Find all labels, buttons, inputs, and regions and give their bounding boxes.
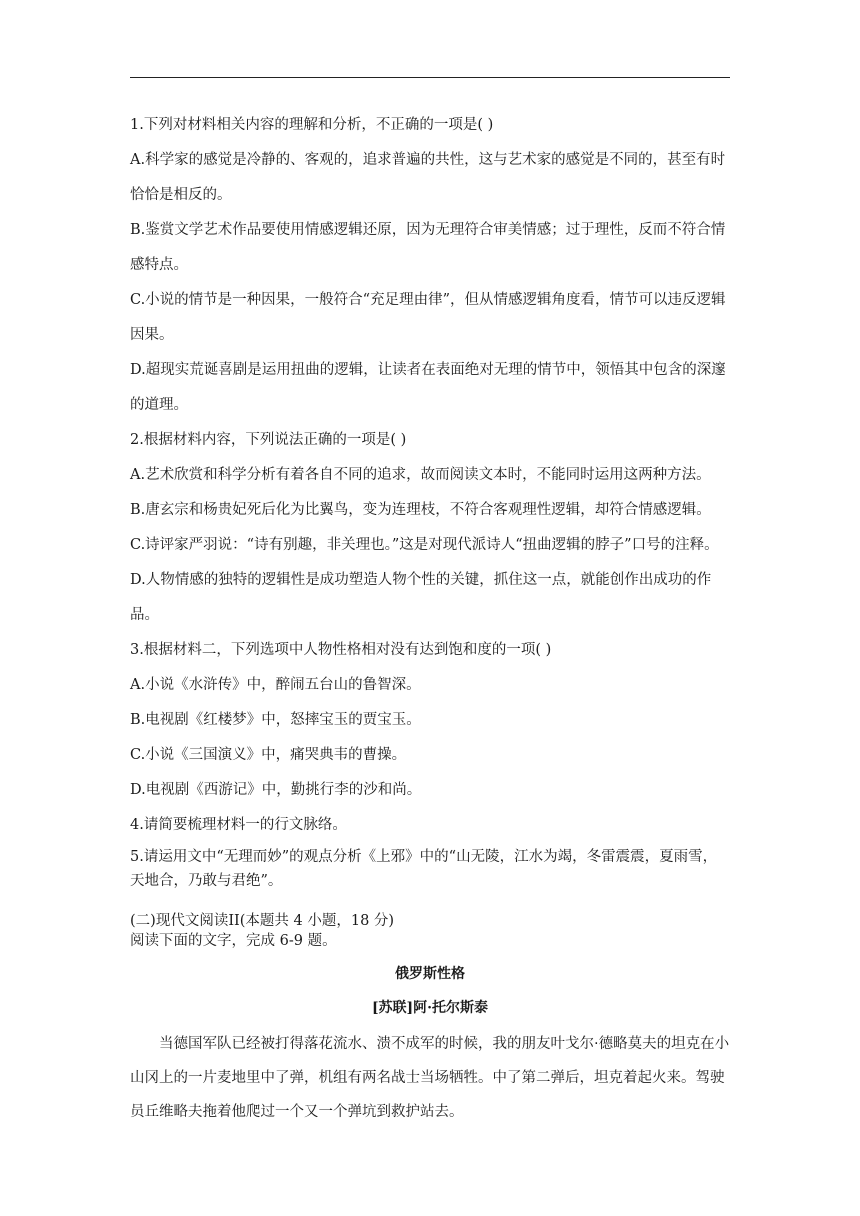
- question-3-option-b: B.电视剧《红楼梦》中，怒摔宝玉的贾宝玉。: [130, 712, 421, 728]
- question-1-option-d: D.超现实荒诞喜剧是运用扭曲的逻辑，让读者在表面绝对无理的情节中，领悟其中包含的深邃的道理。: [130, 362, 726, 413]
- question-2-stem: 2.根据材料内容，下列说法正确的一项是( ): [130, 432, 407, 448]
- document-page: [130, 108, 730, 1129]
- question-2-option-d: D.人物情感的独特的逻辑性是成功塑造人物个性的关键，抓住这一点，就能创作出成功的作品。: [130, 572, 712, 623]
- question-2-option-b: B.唐玄宗和杨贵妃死后化为比翼鸟，变为连理枝，不符合客观理性逻辑，却符合情感逻辑。: [130, 502, 711, 518]
- question-1-option-a: A.科学家的感觉是冷静的、客观的，追求普遍的共性，这与艺术家的感觉是不同的，甚至有时恰恰是相反的。: [130, 152, 726, 203]
- question-1-stem: 1.下列对材料相关内容的理解和分析，不正确的一项是( ): [130, 117, 494, 133]
- section-heading: (二)现代文阅读II(本题共 4 小题，18 分): [130, 913, 395, 929]
- question-3-option-a: A.小说《水浒传》中，醉闹五台山的鲁智深。: [130, 677, 421, 693]
- question-2-option-a: A.艺术欣赏和科学分析有着各自不同的追求，故而阅读文本时，不能同时运用这两种方法。: [130, 467, 711, 483]
- question-1-option-c: C.小说的情节是一种因果，一般符合“充足理由律”，但从情感逻辑角度看，情节可以违反逻辑因果。: [130, 292, 726, 343]
- question-3-option-c: C.小说《三国演义》中，痛哭典韦的曹操。: [130, 747, 407, 763]
- header-rule: [130, 77, 730, 78]
- question-3-stem: 3.根据材料二，下列选项中人物性格相对没有达到饱和度的一项( ): [130, 642, 552, 658]
- question-1-option-b: B.鉴赏文学艺术作品要使用情感逻辑还原，因为无理符合审美情感；过于理性，反而不符合情感特点。: [130, 222, 726, 273]
- question-5: 5.请运用文中“无理而妙”的观点分析《上邪》中的“山无陵，江水为竭，冬雷震震，夏雨雪，天地合，乃敢与君绝”。: [130, 849, 718, 889]
- question-3-option-d: D.电视剧《西游记》中，勤挑行李的沙和尚。: [130, 782, 422, 798]
- question-4: 4.请简要梳理材料一的行文脉络。: [130, 817, 347, 833]
- section-instruction: 阅读下面的文字，完成 6-9 题。: [130, 933, 337, 949]
- question-2-option-c: C.诗评家严羽说：“诗有别趣，非关理也。”这是对现代派诗人“扭曲逻辑的脖子”口号的注释。: [130, 537, 719, 553]
- article-paragraph: 当德国军队已经被打得落花流水、溃不成军的时候，我的朋友叶戈尔·德略莫夫的坦克在小山冈上的一片麦地里中了弹，机组有两名战士当场牺牲。中了第二弹后，坦克着起火来。驾驶员丘维略夫拖着他爬过一个又一个弹坑到救护站去。: [130, 1036, 730, 1120]
- article-author: [苏联]阿·托尔斯泰: [371, 1000, 489, 1016]
- article-title: 俄罗斯性格: [395, 966, 465, 982]
